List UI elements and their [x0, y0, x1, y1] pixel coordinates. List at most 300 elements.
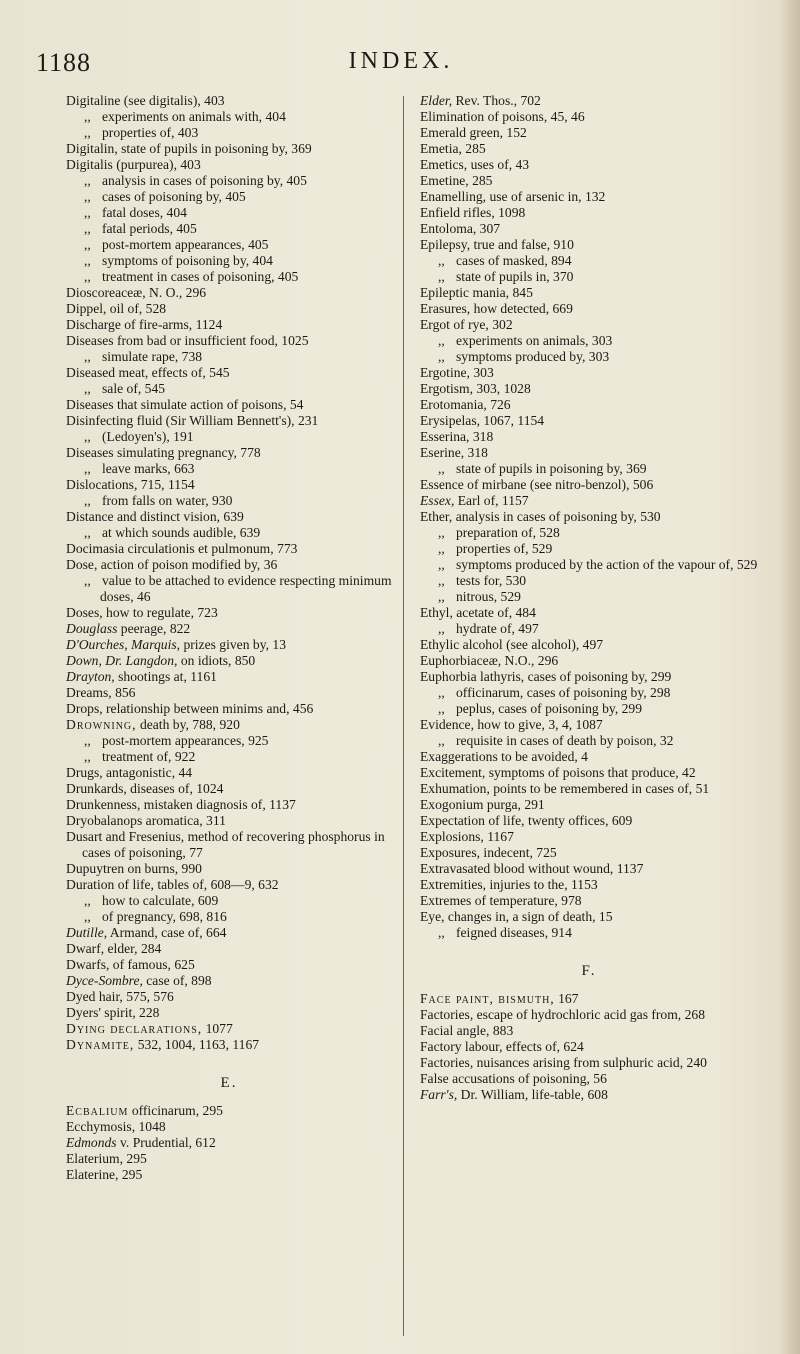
- index-entry: [66, 365, 392, 381]
- entry-italic-lead: Essex,: [420, 493, 455, 508]
- entry-text: Disinfecting fluid (Sir William Bennett's), 231: [66, 413, 319, 428]
- index-entry: [420, 221, 758, 237]
- entry-text: False accusations of poisoning, 56: [420, 1071, 607, 1086]
- entry-text: shootings at, 1161: [114, 669, 217, 684]
- entry-text: prizes given by, 13: [180, 637, 287, 652]
- entry-text: 167: [554, 991, 579, 1006]
- entry-text: Emetics, uses of, 43: [420, 157, 530, 172]
- entry-text: value to be attached to evidence respecting minimum doses, 46: [100, 573, 392, 604]
- ditto-mark: ,,: [438, 525, 445, 540]
- index-entry: [420, 429, 758, 445]
- entry-text: Expectation of life, twenty offices, 609: [420, 813, 633, 828]
- entry-text: Emerald green, 152: [420, 125, 527, 140]
- index-entry: [420, 509, 758, 525]
- entry-text: death by, 788, 920: [136, 717, 240, 732]
- index-entry: [420, 1023, 758, 1039]
- ditto-mark: ,,: [84, 349, 91, 364]
- index-entry: [420, 781, 758, 797]
- index-entry: [420, 397, 758, 413]
- index-subentry: [420, 733, 758, 749]
- entry-text: experiments on animals with, 404: [102, 109, 286, 124]
- page-edge-shadow: [780, 0, 800, 1354]
- entry-text: Erotomania, 726: [420, 397, 511, 412]
- index-entry: [66, 1167, 392, 1183]
- ditto-mark: ,,: [84, 461, 91, 476]
- entry-text: officinarum, cases of poisoning by, 298: [456, 685, 671, 700]
- entry-text: Drops, relationship between minims and, 456: [66, 701, 314, 716]
- entry-italic-lead: Douglass: [66, 621, 118, 636]
- index-entry: [420, 1055, 758, 1071]
- entry-text: Factories, nuisances arising from sulphuric acid, 240: [420, 1055, 707, 1070]
- index-entry: [66, 813, 392, 829]
- index-entry: [66, 557, 392, 573]
- entry-text: at which sounds audible, 639: [102, 525, 261, 540]
- entry-text: Diseases that simulate action of poisons, 54: [66, 397, 304, 412]
- entry-text: Digitalin, state of pupils in poisoning by, 369: [66, 141, 312, 156]
- entry-text: Dioscoreaceæ, N. O., 296: [66, 285, 207, 300]
- section-letter-heading: F.: [581, 963, 597, 979]
- index-entry: [420, 845, 758, 861]
- index-entry: [66, 829, 392, 861]
- entry-text: Duration of life, tables of, 608—9, 632: [66, 877, 279, 892]
- entry-italic-lead: Edmonds: [66, 1135, 117, 1150]
- entry-text: hydrate of, 497: [456, 621, 539, 636]
- index-entry: [66, 93, 392, 109]
- index-subentry: [420, 557, 758, 573]
- index-entry: [420, 813, 758, 829]
- entry-text: officinarum, 295: [128, 1103, 223, 1118]
- entry-smallcaps-lead: Ecbalium: [66, 1103, 129, 1118]
- index-entry: [420, 445, 758, 461]
- index-entry: [66, 701, 392, 717]
- ditto-mark: ,,: [438, 925, 445, 940]
- index-entry: [66, 669, 392, 685]
- entry-text: Dislocations, 715, 1154: [66, 477, 195, 492]
- ditto-mark: ,,: [438, 701, 445, 716]
- entry-text: Armand, case of, 664: [107, 925, 227, 940]
- entry-text: simulate rape, 738: [102, 349, 203, 364]
- ditto-mark: ,,: [84, 253, 91, 268]
- entry-text: preparation of, 528: [456, 525, 560, 540]
- entry-text: Ethylic alcohol (see alcohol), 497: [420, 637, 604, 652]
- entry-text: analysis in cases of poisoning by, 405: [102, 173, 307, 188]
- entry-text: fatal doses, 404: [102, 205, 187, 220]
- entry-text: Ergot of rye, 302: [420, 317, 513, 332]
- ditto-mark: ,,: [438, 333, 445, 348]
- entry-text: state of pupils in, 370: [456, 269, 574, 284]
- entry-text: properties of, 529: [456, 541, 553, 556]
- ditto-mark: ,,: [438, 269, 445, 284]
- index-entry: [66, 653, 392, 669]
- entry-smallcaps-lead: Face paint, bismuth,: [420, 991, 555, 1006]
- ditto-mark: ,,: [84, 189, 91, 204]
- index-subentry: [420, 589, 758, 605]
- entry-text: Erasures, how detected, 669: [420, 301, 573, 316]
- index-entry: [66, 717, 392, 733]
- entry-text: Dupuytren on burns, 990: [66, 861, 202, 876]
- index-entry: [66, 1005, 392, 1021]
- entry-italic-lead: D'Ourches, Marquis,: [66, 637, 181, 652]
- page-header: [36, 48, 766, 78]
- index-subentry: [66, 173, 392, 189]
- entry-smallcaps-lead: Dying declarations,: [66, 1021, 203, 1036]
- index-subentry: [420, 349, 758, 365]
- entry-text: Emetia, 285: [420, 141, 486, 156]
- entry-text: cases of poisoning by, 405: [102, 189, 246, 204]
- entry-text: Drugs, antagonistic, 44: [66, 765, 193, 780]
- index-subentry: [420, 541, 758, 557]
- entry-text: peplus, cases of poisoning by, 299: [456, 701, 643, 716]
- entry-text: Dippel, oil of, 528: [66, 301, 167, 316]
- index-entry: [420, 653, 758, 669]
- ditto-mark: ,,: [84, 525, 91, 540]
- entry-text: Exaggerations to be avoided, 4: [420, 749, 588, 764]
- entry-italic-lead: Farr's,: [420, 1087, 458, 1102]
- index-entry: [420, 991, 758, 1007]
- index-entry: [66, 1135, 392, 1151]
- index-entry: [420, 1071, 758, 1087]
- index-entry: [420, 1039, 758, 1055]
- index-entry: [66, 1037, 392, 1053]
- index-entry: [66, 877, 392, 893]
- entry-text: fatal periods, 405: [102, 221, 197, 236]
- index-subentry: [66, 221, 392, 237]
- entry-text: (Ledoyen's), 191: [102, 429, 194, 444]
- entry-text: symptoms of poisoning by, 404: [102, 253, 273, 268]
- entry-text: leave marks, 663: [102, 461, 195, 476]
- entry-text: Excitement, symptoms of poisons that produce, 42: [420, 765, 696, 780]
- entry-text: Erysipelas, 1067, 1154: [420, 413, 545, 428]
- entry-text: Essence of mirbane (see nitro-benzol), 506: [420, 477, 654, 492]
- index-entry: [66, 685, 392, 701]
- entry-text: v. Prudential, 612: [116, 1135, 216, 1150]
- entry-text: Factories, escape of hydrochloric acid gas from, 268: [420, 1007, 705, 1022]
- index-subentry: [66, 429, 392, 445]
- entry-text: Docimasia circulationis et pulmonum, 773: [66, 541, 298, 556]
- entry-text: Drunkenness, mistaken diagnosis of, 1137: [66, 797, 296, 812]
- index-subentry: [420, 333, 758, 349]
- entry-text: Dryobalanops aromatica, 311: [66, 813, 226, 828]
- index-entry: [66, 941, 392, 957]
- ditto-mark: ,,: [84, 381, 91, 396]
- entry-text: treatment in cases of poisoning, 405: [102, 269, 299, 284]
- entry-text: Enamelling, use of arsenic in, 132: [420, 189, 606, 204]
- index-entry: [420, 157, 758, 173]
- index-entry: [66, 973, 392, 989]
- entry-italic-lead: Dutille,: [66, 925, 108, 940]
- entry-text: how to calculate, 609: [102, 893, 219, 908]
- entry-text: Elaterium, 295: [66, 1151, 147, 1166]
- index-entry: [420, 1087, 758, 1103]
- ditto-mark: ,,: [438, 557, 445, 572]
- index-subentry: [66, 493, 392, 509]
- index-column-right: [420, 93, 758, 1103]
- entry-text: Exposures, indecent, 725: [420, 845, 557, 860]
- index-entry: [66, 397, 392, 413]
- page-number: 1188: [36, 48, 92, 77]
- ditto-mark: ,,: [438, 733, 445, 748]
- index-entry: [420, 141, 758, 157]
- index-subentry: [420, 253, 758, 269]
- entry-text: requisite in cases of death by poison, 32: [456, 733, 674, 748]
- index-subentry: [420, 925, 758, 941]
- entry-text: Exhumation, points to be remembered in cases of, 51: [420, 781, 710, 796]
- entry-text: Emetine, 285: [420, 173, 493, 188]
- entry-text: Elaterine, 295: [66, 1167, 143, 1182]
- entry-text: Dyed hair, 575, 576: [66, 989, 174, 1004]
- ditto-mark: ,,: [84, 909, 91, 924]
- index-entry: [66, 509, 392, 525]
- entry-text: Eye, changes in, a sign of death, 15: [420, 909, 613, 924]
- ditto-mark: ,,: [438, 349, 445, 364]
- entry-text: Ether, analysis in cases of poisoning by, 530: [420, 509, 661, 524]
- entry-text: Drunkards, diseases of, 1024: [66, 781, 224, 796]
- entry-text: treatment of, 922: [102, 749, 196, 764]
- index-entry: [66, 541, 392, 557]
- index-entry: [66, 781, 392, 797]
- entry-text: peerage, 822: [117, 621, 191, 636]
- ditto-mark: ,,: [84, 173, 91, 188]
- entry-text: Diseases simulating pregnancy, 778: [66, 445, 261, 460]
- entry-text: Exogonium purga, 291: [420, 797, 545, 812]
- index-subentry: [66, 205, 392, 221]
- entry-text: from falls on water, 930: [102, 493, 233, 508]
- entry-italic-lead: Dyce-Sombre,: [66, 973, 143, 988]
- index-entry: [66, 925, 392, 941]
- index-subentry: [66, 349, 392, 365]
- ditto-mark: ,,: [84, 429, 91, 444]
- entry-text: Extremes of temperature, 978: [420, 893, 582, 908]
- index-entry: [420, 125, 758, 141]
- ditto-mark: ,,: [84, 221, 91, 236]
- entry-text: Entoloma, 307: [420, 221, 501, 236]
- entry-text: Euphorbiaceæ, N.O., 296: [420, 653, 559, 668]
- ditto-mark: ,,: [438, 621, 445, 636]
- index-subentry: [66, 125, 392, 141]
- entry-text: Digitalis (purpurea), 403: [66, 157, 201, 172]
- index-entry: [420, 317, 758, 333]
- index-entry: [420, 173, 758, 189]
- ditto-mark: ,,: [84, 237, 91, 252]
- entry-text: Digitaline (see digitalis), 403: [66, 93, 225, 108]
- index-entry: [420, 1007, 758, 1023]
- index-subentry: [66, 461, 392, 477]
- index-entry: [420, 749, 758, 765]
- index-entry: [66, 333, 392, 349]
- entry-text: properties of, 403: [102, 125, 199, 140]
- entry-text: symptoms produced by, 303: [456, 349, 610, 364]
- index-entry: [420, 605, 758, 621]
- entry-text: Eserine, 318: [420, 445, 488, 460]
- index-entry: [66, 141, 392, 157]
- entry-text: nitrous, 529: [456, 589, 521, 604]
- index-column-left: [66, 93, 392, 1183]
- entry-text: Ecchymosis, 1048: [66, 1119, 166, 1134]
- index-subentry: [420, 461, 758, 477]
- index-entry: [420, 189, 758, 205]
- index-entry: [66, 797, 392, 813]
- index-entry: [420, 909, 758, 925]
- entry-text: Diseases from bad or insufficient food, 1025: [66, 333, 309, 348]
- entry-text: 1077: [202, 1021, 233, 1036]
- ditto-mark: ,,: [84, 749, 91, 764]
- ditto-mark: ,,: [84, 733, 91, 748]
- entry-text: Dreams, 856: [66, 685, 136, 700]
- entry-text: state of pupils in poisoning by, 369: [456, 461, 647, 476]
- entry-text: Extremities, injuries to the, 1153: [420, 877, 598, 892]
- index-subentry: [66, 909, 392, 925]
- entry-text: on idiots, 850: [177, 653, 256, 668]
- entry-text: Elimination of poisons, 45, 46: [420, 109, 585, 124]
- index-subentry: [66, 237, 392, 253]
- column-divider: [403, 96, 404, 1336]
- index-entry: [420, 477, 758, 493]
- index-entry: [66, 285, 392, 301]
- index-subentry: [66, 109, 392, 125]
- entry-text: Euphorbia lathyris, cases of poisoning by, 299: [420, 669, 672, 684]
- index-entry: [66, 989, 392, 1005]
- index-subentry: [420, 269, 758, 285]
- entry-text: Dr. William, life-table, 608: [457, 1087, 608, 1102]
- index-entry: [66, 1103, 392, 1119]
- entry-text: Factory labour, effects of, 624: [420, 1039, 584, 1054]
- index-entry: [66, 621, 392, 637]
- index-subentry: [66, 749, 392, 765]
- ditto-mark: ,,: [84, 109, 91, 124]
- index-subentry: [66, 573, 392, 605]
- entry-text: Epileptic mania, 845: [420, 285, 533, 300]
- index-subentry: [66, 253, 392, 269]
- index-entry: [420, 669, 758, 685]
- section-letter-heading: E.: [220, 1075, 238, 1091]
- ditto-mark: ,,: [84, 125, 91, 140]
- ditto-mark: ,,: [438, 461, 445, 476]
- entry-smallcaps-lead: Drowning,: [66, 717, 137, 732]
- index-subentry: [66, 525, 392, 541]
- index-entry: [66, 957, 392, 973]
- index-entry: [420, 381, 758, 397]
- entry-text: Dyers' spirit, 228: [66, 1005, 160, 1020]
- index-entry: [420, 717, 758, 733]
- entry-text: Distance and distinct vision, 639: [66, 509, 244, 524]
- index-entry: [66, 605, 392, 621]
- entry-text: sale of, 545: [102, 381, 166, 396]
- ditto-mark: ,,: [84, 493, 91, 508]
- index-entry: [66, 1021, 392, 1037]
- index-entry: [66, 413, 392, 429]
- entry-text: cases of masked, 894: [456, 253, 572, 268]
- entry-smallcaps-lead: Dynamite,: [66, 1037, 135, 1052]
- entry-text: feigned diseases, 914: [456, 925, 572, 940]
- index-subentry: [420, 685, 758, 701]
- index-entry: [420, 797, 758, 813]
- index-entry: [420, 301, 758, 317]
- index-subentry: [420, 701, 758, 717]
- ditto-mark: ,,: [438, 541, 445, 556]
- ditto-mark: ,,: [438, 573, 445, 588]
- index-entry: [66, 445, 392, 461]
- entry-text: Enfield rifles, 1098: [420, 205, 526, 220]
- index-subentry: [420, 525, 758, 541]
- entry-text: Dwarfs, of famous, 625: [66, 957, 195, 972]
- entry-text: Explosions, 1167: [420, 829, 514, 844]
- index-entry: [420, 93, 758, 109]
- index-entry: [420, 493, 758, 509]
- entry-text: Diseased meat, effects of, 545: [66, 365, 230, 380]
- entry-text: post-mortem appearances, 405: [102, 237, 269, 252]
- entry-text: Ethyl, acetate of, 484: [420, 605, 536, 620]
- index-subentry: [420, 621, 758, 637]
- index-subentry: [420, 573, 758, 589]
- index-entry: [420, 861, 758, 877]
- index-subentry: [66, 893, 392, 909]
- entry-text: Dose, action of poison modified by, 36: [66, 557, 278, 572]
- index-entry: [420, 637, 758, 653]
- index-entry: [66, 477, 392, 493]
- index-entry: [420, 205, 758, 221]
- entry-text: Evidence, how to give, 3, 4, 1087: [420, 717, 603, 732]
- index-subentry: [66, 269, 392, 285]
- entry-text: Esserina, 318: [420, 429, 494, 444]
- index-entry: [66, 765, 392, 781]
- running-head: INDEX.: [348, 48, 454, 74]
- entry-text: Dwarf, elder, 284: [66, 941, 162, 956]
- entry-text: Discharge of fire-arms, 1124: [66, 317, 223, 332]
- index-entry: [420, 285, 758, 301]
- ditto-mark: ,,: [84, 893, 91, 908]
- ditto-mark: ,,: [438, 589, 445, 604]
- entry-text: of pregnancy, 698, 816: [102, 909, 227, 924]
- entry-text: Earl of, 1157: [454, 493, 529, 508]
- index-entry: [420, 365, 758, 381]
- ditto-mark: ,,: [438, 253, 445, 268]
- entry-italic-lead: Drayton,: [66, 669, 115, 684]
- ditto-mark: ,,: [438, 685, 445, 700]
- index-subentry: [66, 733, 392, 749]
- index-entry: [420, 237, 758, 253]
- entry-text: experiments on animals, 303: [456, 333, 613, 348]
- entry-text: post-mortem appearances, 925: [102, 733, 269, 748]
- entry-text: Epilepsy, true and false, 910: [420, 237, 574, 252]
- index-entry: [66, 861, 392, 877]
- entry-text: symptoms produced by the action of the vapour of, 529: [456, 557, 758, 572]
- index-subentry: [66, 189, 392, 205]
- index-entry: [420, 109, 758, 125]
- ditto-mark: ,,: [84, 573, 91, 588]
- entry-italic-lead: Down, Dr. Langdon,: [66, 653, 178, 668]
- entry-text: Ergotine, 303: [420, 365, 494, 380]
- ditto-mark: ,,: [84, 269, 91, 284]
- entry-italic-lead: Elder,: [420, 93, 453, 108]
- index-entry: [66, 317, 392, 333]
- entry-text: Doses, how to regulate, 723: [66, 605, 218, 620]
- index-entry: [66, 637, 392, 653]
- entry-text: Ergotism, 303, 1028: [420, 381, 531, 396]
- entry-text: tests for, 530: [456, 573, 527, 588]
- index-entry: [420, 877, 758, 893]
- entry-text: case of, 898: [142, 973, 212, 988]
- entry-text: Dusart and Fresenius, method of recovering phosphorus in cases of poisoning, 77: [66, 829, 385, 860]
- index-entry: [66, 157, 392, 173]
- index-subentry: [66, 381, 392, 397]
- index-entry: [66, 301, 392, 317]
- entry-text: 532, 1004, 1163, 1167: [134, 1037, 260, 1052]
- entry-text: Facial angle, 883: [420, 1023, 514, 1038]
- index-entry: [420, 829, 758, 845]
- index-entry: [66, 1119, 392, 1135]
- entry-text: Rev. Thos., 702: [452, 93, 541, 108]
- index-entry: [420, 413, 758, 429]
